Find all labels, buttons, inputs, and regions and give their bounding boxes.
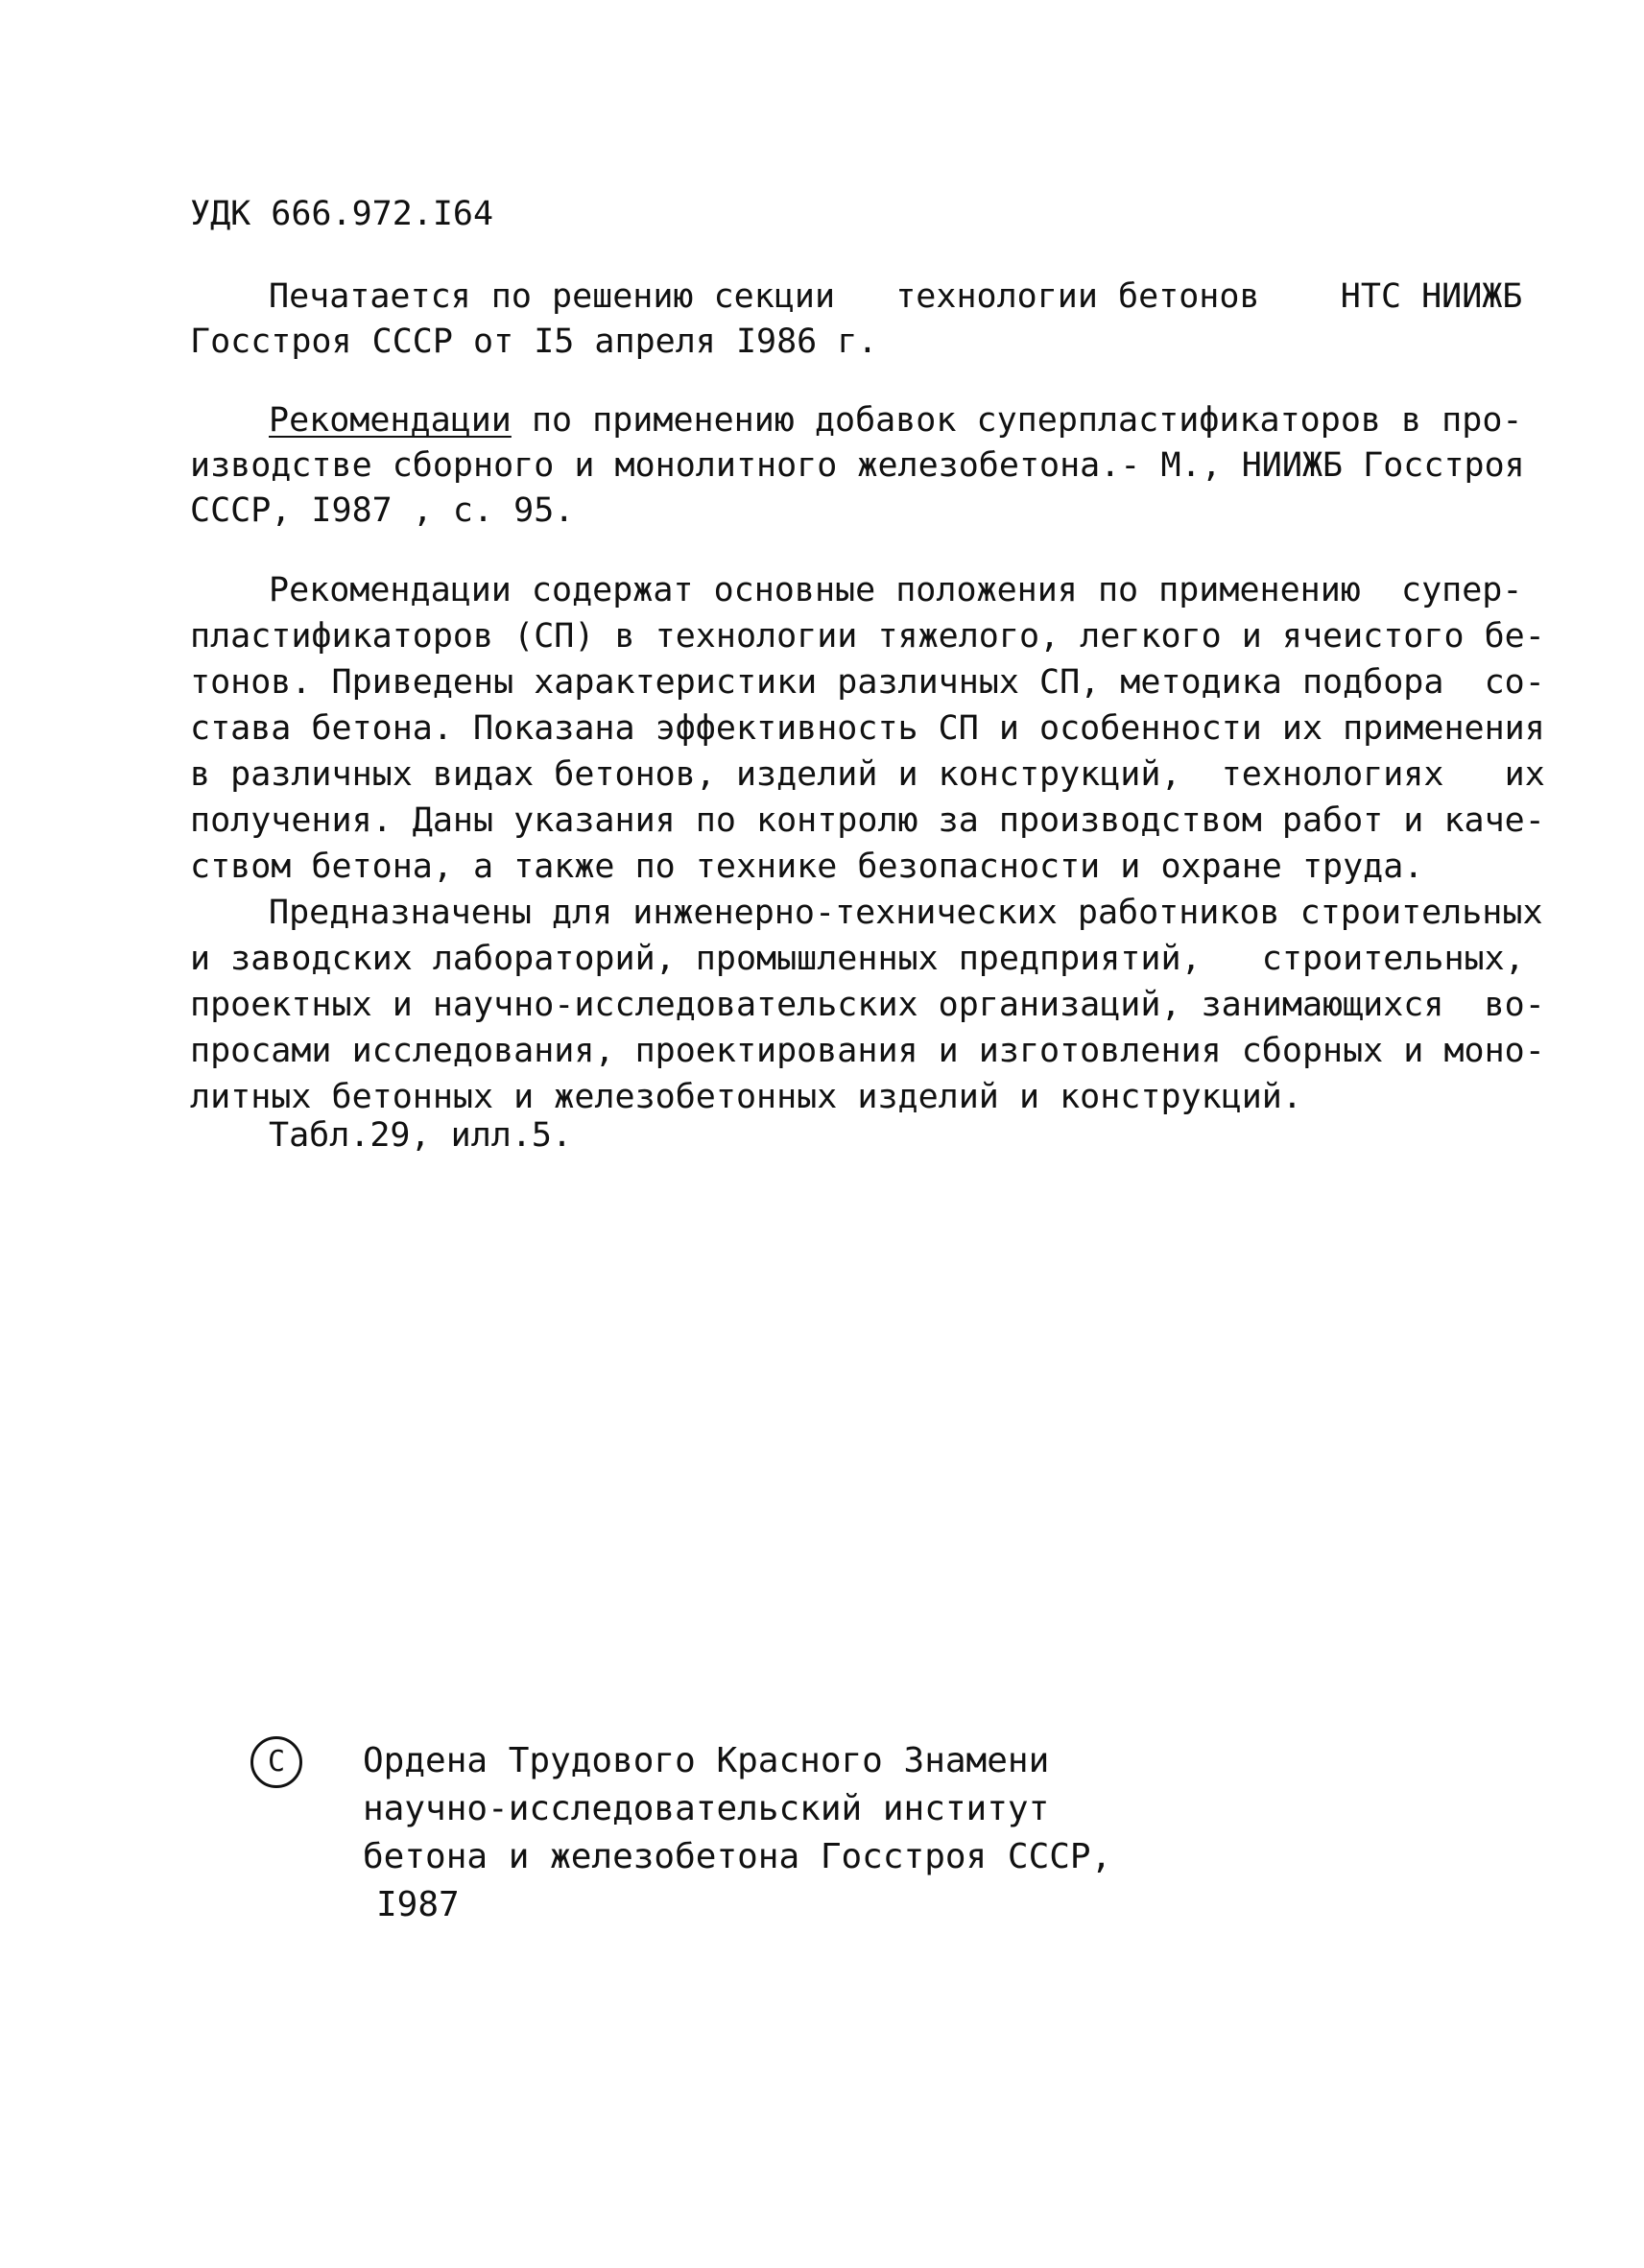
bibliographic-reference-line-2: изводстве сборного и монолитного железобетона.- М., НИИЖБ Госстроя <box>190 446 1525 485</box>
reference-line-1-rest: по применению добавок суперпластификаторов в про- <box>511 401 1523 440</box>
abstract-line-12: литных бетонных и железобетонных изделий и конструкций. <box>190 1078 1302 1116</box>
abstract-line-10: проектных и научно-исследовательских организаций, занимающихся во- <box>190 986 1545 1024</box>
publisher-line-3: бетона и железобетона Госстроя СССР, <box>363 1837 1112 1876</box>
abstract-line-11: просами исследования, проектирования и изготовления сборных и моно- <box>190 1032 1545 1070</box>
abstract-line-5: в различных видах бетонов, изделий и конструкций, технологиях их <box>190 755 1545 794</box>
bibliographic-reference-line-3: СССР, I987 , с. 95. <box>190 491 575 530</box>
abstract-line-6: получения. Даны указания по контролю за производством работ и каче- <box>190 801 1545 840</box>
reference-title-word: Рекомендации <box>269 401 512 440</box>
printing-approval-line-2: Госстроя СССР от I5 апреля I986 г. <box>190 322 878 361</box>
bibliographic-reference-line-1 <box>269 398 1522 442</box>
udk-code: УДК 666.972.I64 <box>190 195 494 233</box>
printing-approval-line-1: Печатается по решению секции технологии бетонов НТС НИИЖБ <box>269 277 1523 316</box>
abstract-line-2: пластификаторов (СП) в технологии тяжелого, легкого и ячеистого бе- <box>190 617 1545 656</box>
publisher-line-1: Ордена Трудового Красного Знамени <box>363 1741 1050 1780</box>
abstract-line-7: ством бетона, а также по технике безопасности и охране труда. <box>190 848 1424 886</box>
publication-year: I987 <box>376 1885 460 1924</box>
abstract-line-9: и заводских лабораторий, промышленных предприятий, строительных, <box>190 940 1525 978</box>
abstract-line-1: Рекомендации содержат основные положения по применению супер- <box>269 571 1523 609</box>
abstract-line-8: Предназначены для инженерно-технических работников строительных <box>269 894 1543 932</box>
abstract-line-4: става бетона. Показана эффективность СП и особенности их применения <box>190 709 1545 748</box>
tables-illustrations-count: Табл.29, илл.5. <box>269 1116 573 1155</box>
copyright-symbol: C <box>267 1745 286 1779</box>
publisher-line-2: научно-исследовательский институт <box>363 1789 1050 1828</box>
copyright-icon <box>250 1736 302 1788</box>
abstract-line-3: тонов. Приведены характеристики различных СП, методика подбора со- <box>190 663 1545 702</box>
